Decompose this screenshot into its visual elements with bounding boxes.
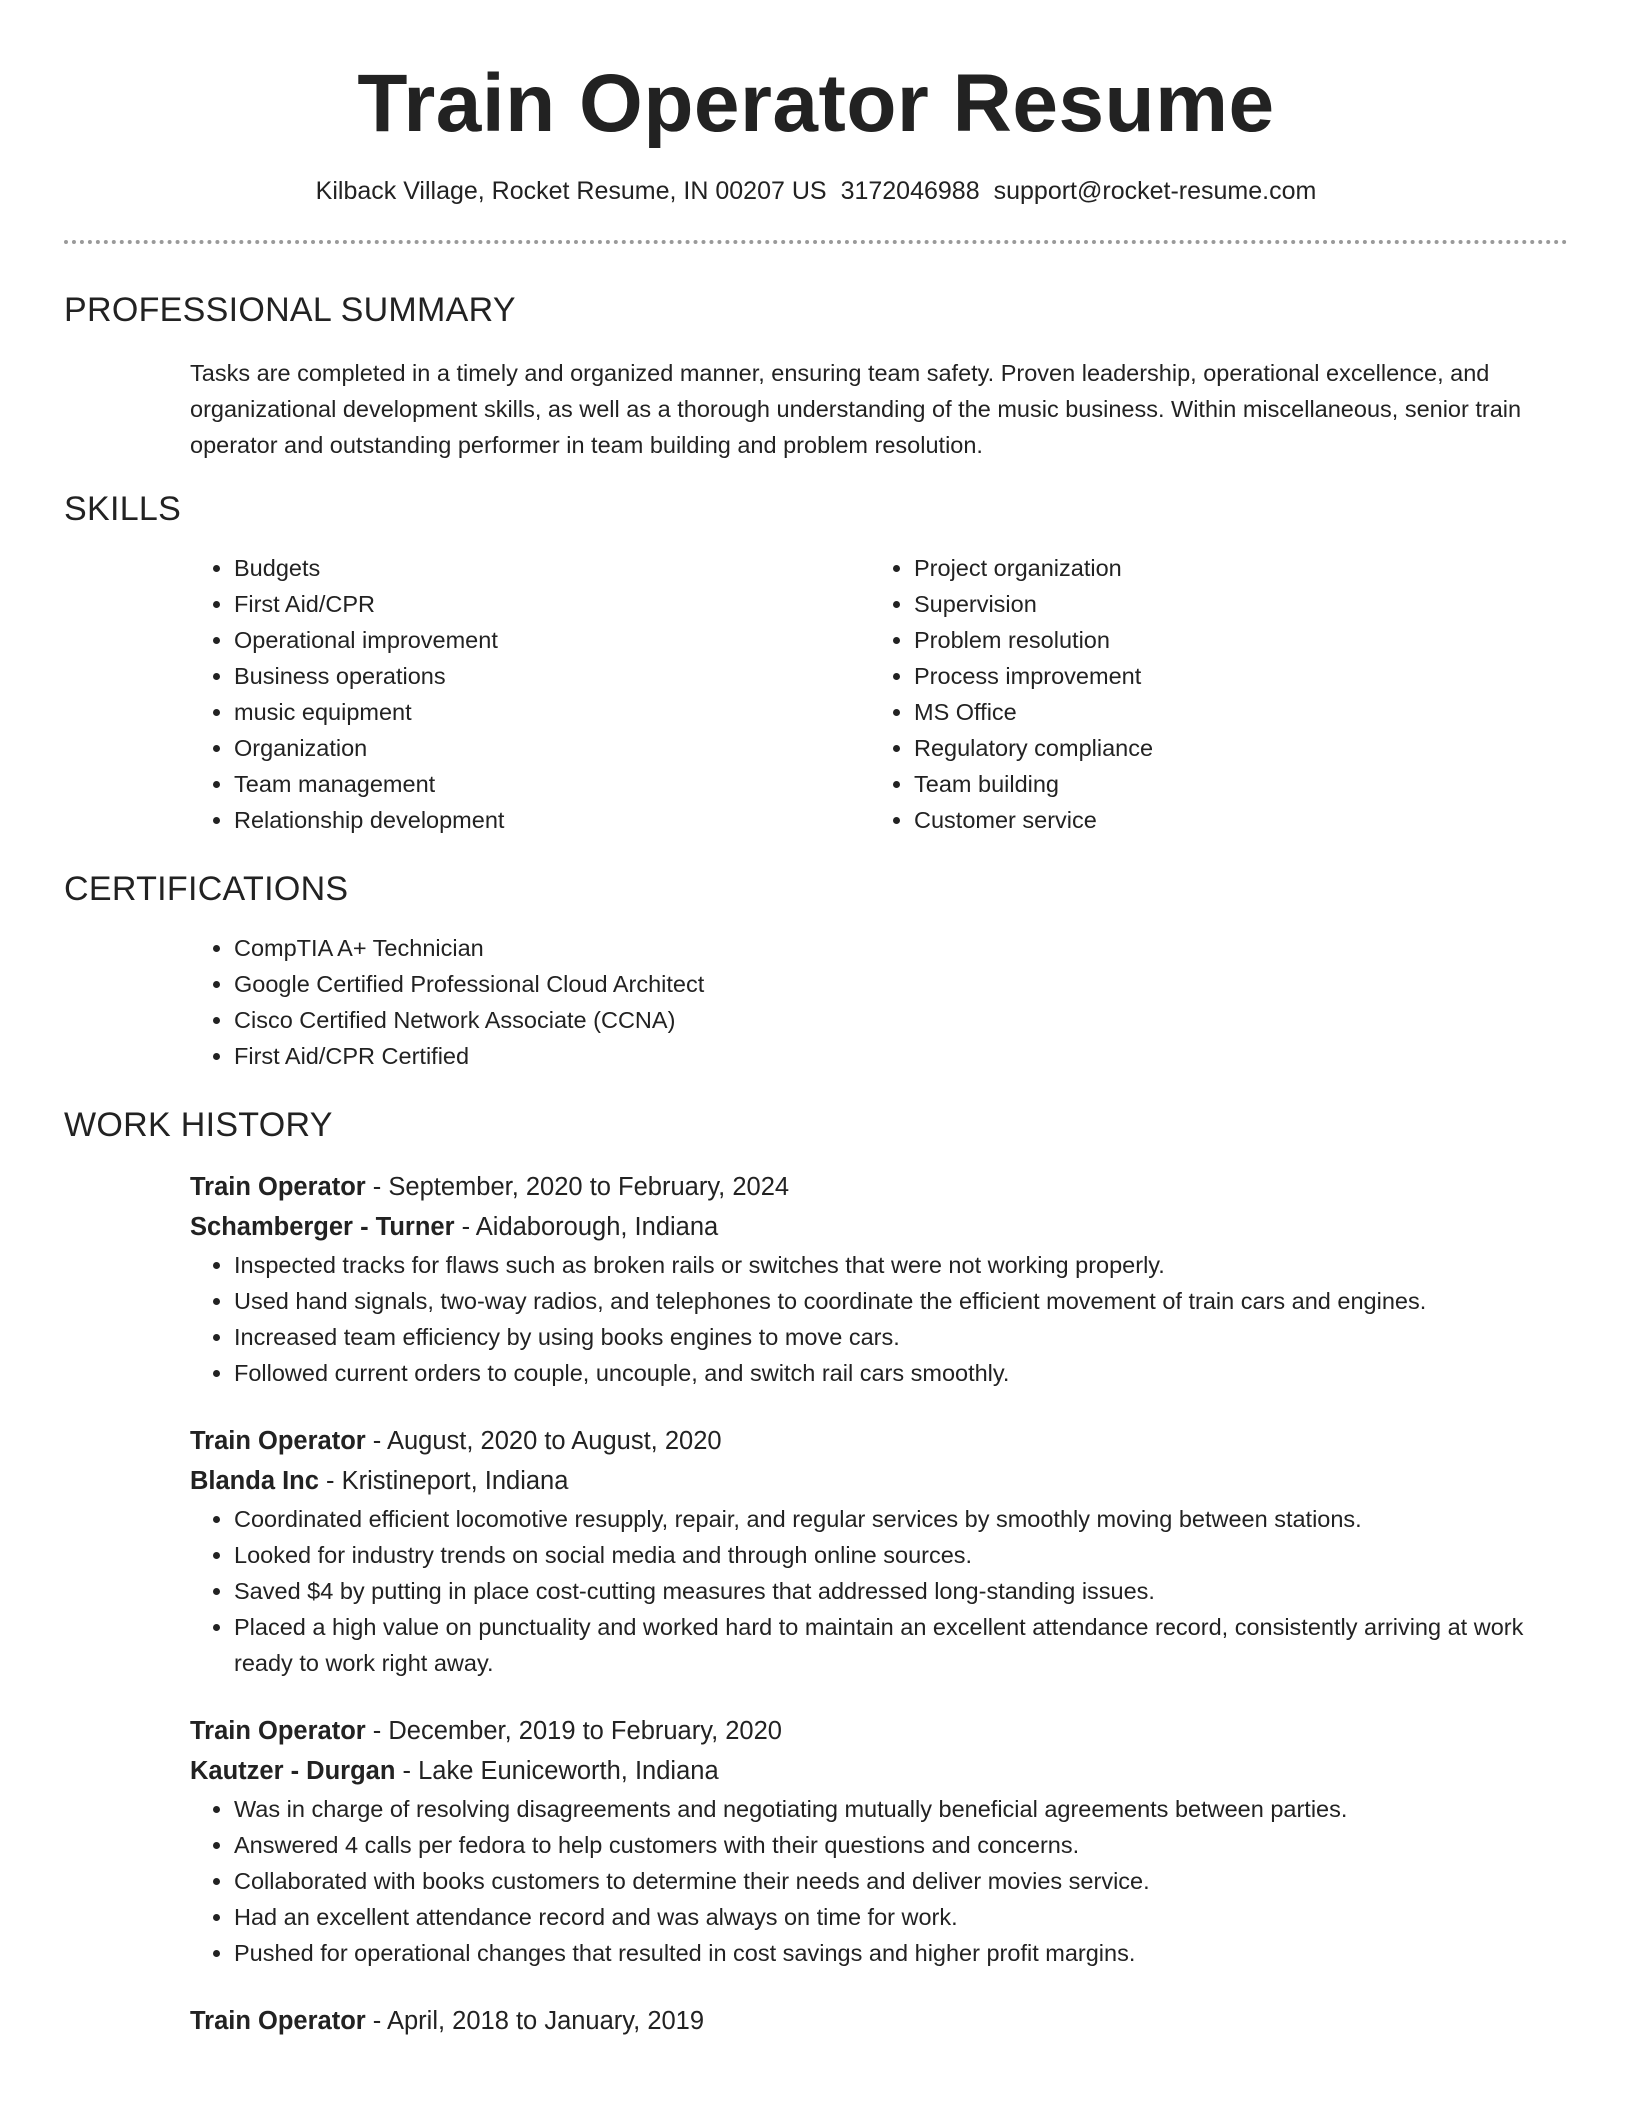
job-bullets	[190, 1501, 1552, 1681]
skill-item: • Organization	[234, 730, 870, 766]
contact-address: Kilback Village, Rocket Resume, IN 00207 US	[315, 177, 827, 205]
header-divider	[64, 240, 1568, 244]
skill-item: • music equipment	[234, 694, 870, 730]
certification-item: • Google Certified Professional Cloud Architect	[234, 966, 1552, 1002]
job-entry	[190, 1711, 1552, 1971]
job-company-line	[190, 1461, 1552, 1501]
skill-item: • Team management	[234, 766, 870, 802]
job-dates: - September, 2020 to February, 2024	[365, 1173, 790, 1201]
job-title-line	[190, 1167, 1552, 1207]
job-dates: - August, 2020 to August, 2020	[365, 1427, 722, 1455]
contact-phone: 3172046988	[840, 177, 980, 205]
skill-item: • Supervision	[914, 586, 1550, 622]
job-location: - Aidaborough, Indiana	[454, 1213, 719, 1241]
certification-item: • CompTIA A+ Technician	[234, 930, 1552, 966]
certifications-list	[190, 930, 1552, 1074]
job-title-line	[190, 1421, 1552, 1461]
job-bullet: • Increased team efficiency by using books engines to move cars.	[234, 1319, 1552, 1355]
work-history-heading: WORK HISTORY	[64, 1106, 333, 1144]
job-bullet: • Used hand signals, two-way radios, and telephones to coordinate the efficient movement of train cars and engines.	[234, 1283, 1552, 1319]
skill-item: • Process improvement	[914, 658, 1550, 694]
job-bullet: • Inspected tracks for flaws such as broken rails or switches that were not working properly.	[234, 1247, 1552, 1283]
skill-item: • MS Office	[914, 694, 1550, 730]
job-entry	[190, 1167, 1552, 1391]
skill-item: • First Aid/CPR	[234, 586, 870, 622]
job-title-line	[190, 1711, 1552, 1751]
job-bullet: • Pushed for operational changes that resulted in cost savings and higher profit margins.	[234, 1935, 1552, 1971]
job-bullet: • Answered 4 calls per fedora to help customers with their questions and concerns.	[234, 1827, 1552, 1863]
job-dates: - April, 2018 to January, 2019	[365, 2007, 705, 2035]
resume-title: Train Operator Resume	[357, 58, 1275, 149]
job-location: - Kristineport, Indiana	[318, 1467, 569, 1495]
skill-item: • Budgets	[234, 550, 870, 586]
job-bullet: • Coordinated efficient locomotive resupply, repair, and regular services by smoothly moving between stations.	[234, 1501, 1552, 1537]
job-entry	[190, 1421, 1552, 1681]
skill-item: • Relationship development	[234, 802, 870, 838]
job-entry	[190, 2001, 1552, 2041]
job-bullet: • Followed current orders to couple, uncouple, and switch rail cars smoothly.	[234, 1355, 1552, 1391]
job-bullet: • Looked for industry trends on social media and through online sources.	[234, 1537, 1552, 1573]
certification-item: • First Aid/CPR Certified	[234, 1038, 1552, 1074]
job-title: Train Operator	[190, 1173, 366, 1201]
skill-item: • Problem resolution	[914, 622, 1550, 658]
job-company: Kautzer - Durgan	[190, 1757, 396, 1785]
job-bullet: • Had an excellent attendance record and was always on time for work.	[234, 1899, 1552, 1935]
job-bullet: • Placed a high value on punctuality and worked hard to maintain an excellent attendance record, consistently arriving at work ready to work right away.	[234, 1609, 1552, 1681]
contact-line	[64, 176, 1568, 206]
skill-item: • Operational improvement	[234, 622, 870, 658]
skills-list	[190, 550, 1552, 838]
job-title: Train Operator	[190, 1427, 366, 1455]
job-bullets	[190, 1247, 1552, 1391]
certification-item: • Cisco Certified Network Associate (CCNA)	[234, 1002, 1552, 1038]
job-bullet: • Collaborated with books customers to determine their needs and deliver movies service.	[234, 1863, 1552, 1899]
job-bullets	[190, 1791, 1552, 1971]
job-title-line	[190, 2001, 1552, 2041]
certifications-heading: CERTIFICATIONS	[64, 870, 349, 908]
skill-item: • Regulatory compliance	[914, 730, 1550, 766]
contact-email: support@rocket-resume.com	[993, 177, 1317, 205]
summary-heading: PROFESSIONAL SUMMARY	[64, 291, 516, 329]
summary-text: Tasks are completed in a timely and organized manner, ensuring team safety. Proven leadership, operational excellence, and organizational development skills, as well as a thorough understanding of the music business. Within miscellaneous, senior train operator and outstanding performer in team building and problem resolution.	[190, 360, 1522, 458]
job-location: - Lake Euniceworth, Indiana	[395, 1757, 719, 1785]
job-company: Blanda Inc	[190, 1467, 319, 1495]
job-bullet: • Was in charge of resolving disagreements and negotiating mutually beneficial agreements between parties.	[234, 1791, 1552, 1827]
job-bullet: • Saved $4 by putting in place cost-cutting measures that addressed long-standing issues.	[234, 1573, 1552, 1609]
skill-item: • Customer service	[914, 802, 1550, 838]
skill-item: • Team building	[914, 766, 1550, 802]
job-dates: - December, 2019 to February, 2020	[365, 1717, 782, 1745]
job-company-line	[190, 1207, 1552, 1247]
skills-column-left	[190, 550, 870, 838]
job-title: Train Operator	[190, 2007, 366, 2035]
skills-column-right	[870, 550, 1550, 838]
skill-item: • Project organization	[914, 550, 1550, 586]
job-title: Train Operator	[190, 1717, 366, 1745]
skills-heading: SKILLS	[64, 490, 182, 528]
job-company: Schamberger - Turner	[190, 1213, 455, 1241]
job-company-line	[190, 1751, 1552, 1791]
skill-item: • Business operations	[234, 658, 870, 694]
